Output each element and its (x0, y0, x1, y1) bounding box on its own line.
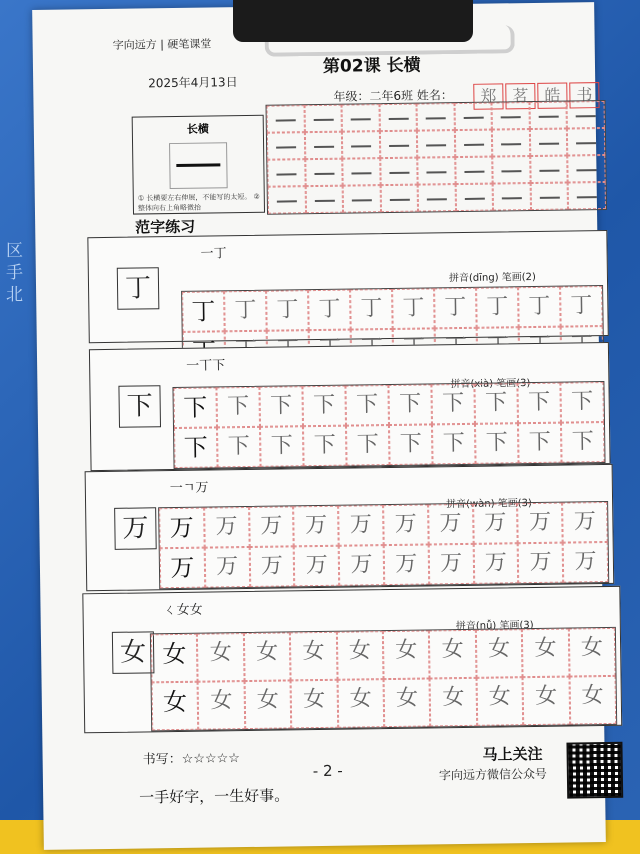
practice-cell: 万 (384, 544, 429, 585)
practice-cell: 女 (152, 682, 199, 731)
practice-cell: 下 (561, 422, 605, 463)
practice-cell: 丁 (266, 290, 309, 331)
clipboard-clip (233, 0, 473, 42)
character-block (87, 230, 608, 343)
practice-cell: 丁 (476, 287, 519, 328)
motto: 一手好字，一生好事。 (139, 786, 290, 807)
practice-cell: 女 (198, 681, 245, 730)
practice-cell: 丁 (560, 286, 603, 327)
practice-cell: 女 (384, 678, 431, 727)
practice-cell: 万 (563, 542, 608, 583)
model-character: 万 (114, 507, 157, 550)
stroke-order: 一丅下 (186, 358, 226, 374)
practice-cell: 万 (428, 504, 473, 545)
practice-cell: 女 (383, 630, 430, 679)
model-character: 丁 (117, 267, 160, 310)
name-char: 书 (569, 82, 599, 108)
practice-cell: 下 (302, 386, 346, 427)
practice-cell: 女 (290, 632, 337, 681)
practice-cell: 丁 (392, 288, 435, 329)
practice-cell: 女 (429, 630, 476, 679)
background-side-text: 区 手 北 (6, 241, 23, 305)
practice-cell: 女 (151, 634, 198, 683)
lesson-title: 第02课 长横 (322, 55, 421, 77)
practice-cell: 万 (338, 505, 383, 546)
stroke-demo-box (132, 115, 265, 215)
practice-cell: 万 (249, 546, 294, 587)
practice-cell: 丁 (350, 289, 393, 330)
practice-cell: 万 (428, 544, 473, 585)
stroke-demo-tips: ① 长横要左右伸展，不能写的太短。 ② 整体向右上角略微抬 (137, 192, 260, 213)
stroke-order: ㄑ女女 (163, 602, 203, 619)
practice-cell: 下 (388, 384, 432, 425)
name-char: 茗 (505, 83, 535, 109)
practice-cell: 万 (562, 502, 607, 543)
model-character: 女 (112, 631, 155, 674)
practice-cell: 下 (346, 425, 390, 466)
follow-label: 马上关注 (482, 744, 543, 764)
logo: 字向远方 | 硬笔课堂 (112, 37, 212, 52)
practice-cell: 女 (291, 680, 338, 729)
stroke-order: 一ㄱ万 (169, 480, 209, 497)
practice-cell: 下 (216, 387, 260, 428)
practice-cell: 万 (473, 503, 518, 544)
practice-cell: 下 (389, 424, 433, 465)
practice-cell: 女 (523, 677, 570, 726)
practice-cell: 丁 (182, 291, 225, 332)
practice-cell: 女 (244, 632, 291, 681)
practice-cell: 女 (337, 679, 384, 728)
horizontal-stroke (176, 163, 220, 167)
practice-grid (158, 501, 609, 589)
practice-cell: 下 (474, 383, 518, 424)
stroke-order: 一丁 (200, 246, 227, 262)
practice-cell: 万 (518, 543, 563, 584)
practice-cell: 万 (383, 504, 428, 545)
follow-subtitle: 字向远方微信公众号 (438, 766, 547, 783)
pinyin-strokes: 拼音(nǚ) 笔画(3) (455, 620, 534, 633)
practice-cell: 万 (204, 547, 249, 588)
practice-cell: 女 (569, 676, 616, 725)
practice-cell: 万 (160, 548, 205, 589)
practice-cell: 女 (336, 631, 383, 680)
practice-cell: 万 (294, 506, 339, 547)
character-block (82, 586, 622, 733)
name-char: 皓 (537, 83, 567, 109)
practice-cell: 女 (476, 629, 523, 678)
practice-cell: 女 (430, 678, 477, 727)
practice-cell: 女 (568, 628, 615, 677)
practice-cell: 万 (517, 503, 562, 544)
practice-cell: 下 (560, 382, 604, 423)
practice-grid (150, 627, 617, 731)
practice-cell: 下 (173, 387, 217, 428)
practice-cell: 万 (294, 546, 339, 587)
pinyin-strokes: 拼音(xià) 笔画(3) (450, 378, 531, 391)
practice-cell: 下 (260, 426, 304, 467)
practice-cell: 下 (303, 426, 347, 467)
practice-cell: 万 (204, 507, 249, 548)
practice-cell: 万 (473, 543, 518, 584)
pinyin-strokes: 拼音(wàn) 笔画(3) (446, 498, 532, 511)
practice-cell: 丁 (308, 290, 351, 331)
practice-cell: 下 (345, 385, 389, 426)
practice-cell: 下 (431, 384, 475, 425)
practice-cell: 万 (339, 545, 384, 586)
practice-cell: 下 (259, 386, 303, 427)
page-number: - 2 - (312, 761, 343, 781)
worksheet-paper (32, 2, 606, 850)
model-character: 下 (118, 385, 161, 428)
class-line: 年级：二年6班 姓名： (333, 88, 453, 104)
character-block (85, 464, 615, 591)
practice-cell: 丁 (518, 287, 561, 328)
practice-cell: 下 (518, 423, 562, 464)
practice-grid (172, 381, 605, 469)
practice-cell: 下 (475, 423, 519, 464)
practice-cell: 下 (217, 427, 261, 468)
practice-cell: 女 (522, 629, 569, 678)
name-char: 郑 (473, 83, 503, 109)
stroke-practice-grid (266, 100, 608, 215)
practice-cell: 女 (476, 677, 523, 726)
practice-cell: 丁 (224, 291, 267, 332)
section-title: 范字练习 (135, 217, 196, 237)
rating: 书写：☆☆☆☆☆ (142, 751, 241, 768)
qr-code (566, 742, 623, 799)
date: 2025年4月13日 (148, 75, 238, 91)
practice-cell: 万 (249, 506, 294, 547)
practice-cell: 下 (432, 424, 476, 465)
practice-cell: 万 (159, 508, 204, 549)
pinyin-strokes: 拼音(dīng) 笔画(2) (448, 271, 536, 285)
practice-cell: 女 (197, 633, 244, 682)
stroke-demo-label: 长横 (186, 122, 209, 136)
practice-cell: 下 (174, 427, 218, 468)
practice-cell: 丁 (434, 288, 477, 329)
stroke-demo-grid (169, 142, 228, 189)
character-block (89, 342, 611, 471)
practice-cell: 下 (517, 383, 561, 424)
practice-cell: 女 (244, 680, 291, 729)
